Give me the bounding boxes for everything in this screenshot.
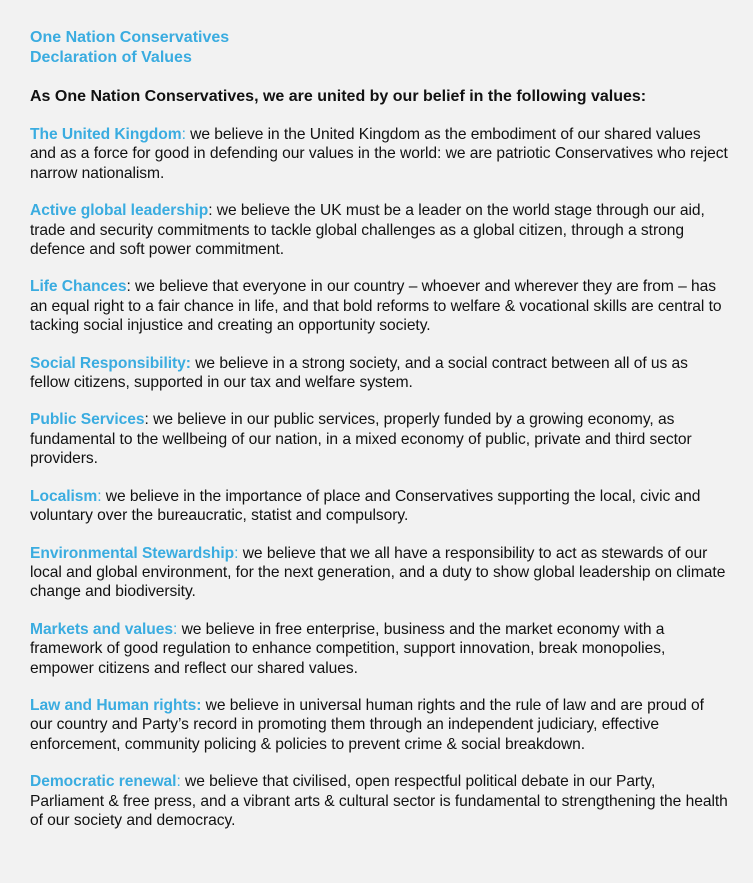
value-separator: : bbox=[126, 278, 131, 296]
intro-statement: As One Nation Conservatives, we are united by our belief in the following values: bbox=[30, 88, 647, 105]
value-active-global-leadership bbox=[30, 201, 729, 259]
value-separator: : bbox=[97, 487, 102, 505]
value-term: Environmental Stewardship bbox=[30, 544, 235, 562]
value-separator: : bbox=[234, 544, 239, 562]
value-text: we believe in universal human rights and the rule of law and are proud of our country and Party’s record in promoting them through an independent judiciary, effective enforcement, community policing & policies to prevent crime & social breakdown. bbox=[30, 696, 704, 753]
value-separator: : bbox=[176, 773, 181, 791]
value-text: we believe that everyone in our country – whoever and wherever they are from – has an equal right to a fair chance in life, and that bold reforms to welfare & vocational skills are central to tacking social injustice and creating an opportunity society. bbox=[30, 278, 722, 335]
value-law-and-human-rights bbox=[30, 696, 729, 754]
document-title bbox=[30, 28, 729, 68]
value-markets-and-values bbox=[30, 620, 729, 678]
value-text: we believe the UK must be a leader on the world stage through our aid, trade and security commitments to tackle global challenges as a global citizen, through a strong defence and soft power commitment. bbox=[30, 202, 705, 259]
value-democratic-renewal bbox=[30, 772, 729, 830]
value-text: we believe in free enterprise, business and the market economy with a framework of good regulation to enhance competition, support innovation, break monopolies, empower citizens and reflect our shared values. bbox=[30, 620, 666, 677]
value-term: Life Chances bbox=[30, 278, 127, 296]
value-term: Public Services bbox=[30, 411, 145, 429]
value-text: we believe in our public services, properly funded by a growing economy, as fundamental to the wellbeing of our nation, in a mixed economy of public, private and third sector providers. bbox=[30, 411, 692, 468]
value-term: The United Kingdom bbox=[30, 126, 182, 143]
value-text: we believe that civilised, open respectful political debate in our Party, Parliament & free press, and a vibrant arts & cultural sector is fundamental to strengthening the health of our society and democracy. bbox=[30, 773, 728, 829]
value-social-responsibility bbox=[30, 354, 729, 393]
value-term: Democratic renewal bbox=[30, 773, 177, 791]
value-term: Social Responsibility: bbox=[30, 354, 191, 372]
value-term: Law and Human rights: bbox=[30, 696, 202, 714]
value-public-services bbox=[30, 410, 729, 468]
title-line-organisation: One Nation Conservatives bbox=[30, 29, 230, 46]
value-text: we believe in a strong society, and a social contract between all of us as fellow citizens, supported in our tax and welfare system. bbox=[30, 354, 688, 392]
value-term: Active global leadership bbox=[30, 202, 209, 220]
value-text: we believe that we all have a responsibility to act as stewards of our local and global environment, for the next generation, and a duty to show global leadership on climate change and biodiversity. bbox=[30, 544, 726, 601]
value-term: Markets and values bbox=[30, 620, 173, 638]
value-text: we believe in the United Kingdom as the embodiment of our shared values and as a force for good in defending our values in the world: we are patriotic Conservatives who reject narrow nationalism. bbox=[30, 126, 728, 182]
value-text: we believe in the importance of place and Conservatives supporting the local, civic and voluntary over the bureaucratic, statist and compulsory. bbox=[30, 487, 701, 525]
value-separator: : bbox=[208, 202, 213, 220]
value-separator: : bbox=[144, 411, 149, 429]
value-united-kingdom bbox=[30, 125, 729, 183]
title-line-declaration: Declaration of Values bbox=[30, 49, 192, 66]
value-life-chances bbox=[30, 277, 729, 335]
value-separator: : bbox=[172, 620, 178, 638]
value-localism bbox=[30, 487, 729, 526]
value-separator: : bbox=[181, 126, 186, 143]
value-term: Localism bbox=[30, 487, 98, 505]
value-environmental-stewardship bbox=[30, 544, 729, 602]
